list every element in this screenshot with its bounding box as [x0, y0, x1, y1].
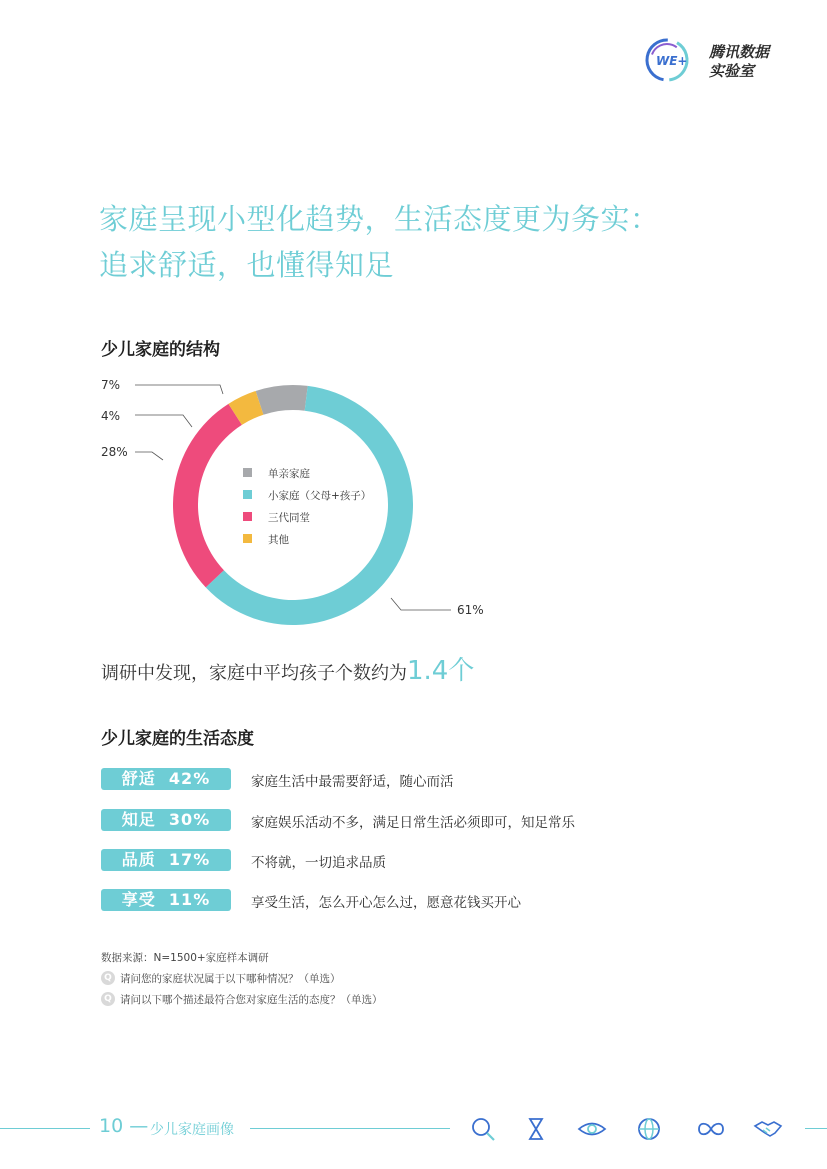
logo-mark: WE+	[656, 54, 688, 68]
legend-label-single: 单亲家庭	[268, 468, 310, 480]
legend-swatch-small	[243, 490, 252, 499]
brand-logo	[643, 34, 783, 90]
page-footer	[0, 1112, 827, 1144]
survey-question-text: 请问以下哪个描述最符合您对家庭生活的态度？（单选）	[120, 994, 383, 1006]
legend-label-small: 小家庭（父母+孩子）	[268, 490, 372, 502]
footer-line-mid	[250, 1128, 450, 1129]
handshake-icon	[753, 1116, 783, 1142]
pct-label-single: 7%	[101, 378, 121, 392]
callout-line-other	[135, 415, 192, 427]
pct-label-three: 28%	[101, 445, 128, 459]
section-title-attitude: 少儿家庭的生活态度	[101, 729, 254, 749]
callout-line-small	[391, 598, 451, 610]
attitude-label: 享受	[121, 890, 156, 909]
eye-icon	[577, 1116, 607, 1142]
slice-three-generations	[173, 404, 242, 588]
attitude-desc: 家庭生活中最需要舒适，随心而活	[251, 774, 454, 790]
infinity-icon	[696, 1116, 726, 1142]
legend-swatch-single	[243, 468, 252, 477]
attitude-row	[101, 809, 661, 831]
pct-label-other: 4%	[101, 409, 121, 423]
page-headline	[99, 196, 739, 288]
survey-question-text: 请问您的家庭状况属于以下哪种情况？（单选）	[120, 973, 341, 985]
attitude-percent: 30%	[168, 810, 211, 829]
family-structure-donut-chart	[95, 370, 515, 630]
attitude-desc: 不将就，一切追求品质	[251, 855, 386, 871]
hourglass-icon	[523, 1116, 549, 1142]
attitude-badge	[101, 809, 231, 831]
attitude-label: 知足	[121, 810, 156, 829]
page-section-name: 少儿家庭画像	[150, 1122, 234, 1138]
logo-ring-icon	[643, 34, 693, 84]
data-source: 数据来源：N=1500+家庭样本调研	[101, 952, 269, 964]
average-children-statement	[101, 650, 474, 687]
brand-name-line1: 腾讯数据	[709, 43, 770, 61]
question-icon: Q	[101, 971, 115, 985]
brand-name	[709, 43, 769, 81]
headline-line1: 家庭呈现小型化趋势，生活态度更为务实：	[99, 202, 660, 236]
globe-icon	[636, 1116, 662, 1142]
legend-label-other: 其他	[268, 534, 289, 546]
attitude-label: 品质	[121, 850, 156, 869]
question-icon: Q	[101, 992, 115, 1006]
callout-line-single	[135, 385, 223, 394]
search-icon	[470, 1116, 496, 1142]
attitude-label: 舒适	[121, 769, 156, 788]
attitude-row	[101, 849, 661, 871]
attitude-badge	[101, 889, 231, 911]
legend-swatch-other	[243, 534, 252, 543]
legend-label-three: 三代同堂	[268, 512, 310, 524]
attitude-percent: 11%	[168, 890, 211, 909]
brand-name-line2: 实验室	[709, 62, 755, 80]
slice-single-parent	[256, 385, 308, 415]
average-text: 调研中发现，家庭中平均孩子个数约为	[101, 663, 407, 684]
pct-label-small: 61%	[457, 603, 484, 617]
attitude-desc: 享受生活，怎么开心怎么过，愿意花钱买开心	[251, 895, 521, 911]
attitude-row	[101, 889, 661, 911]
callout-line-three	[135, 452, 163, 460]
legend-swatch-three	[243, 512, 252, 521]
attitude-percent: 17%	[168, 850, 211, 869]
donut-slices	[173, 385, 413, 625]
section-title-structure: 少儿家庭的结构	[101, 340, 220, 360]
attitude-badge	[101, 849, 231, 871]
footer-line-left	[0, 1128, 90, 1129]
footer-line-right	[805, 1128, 827, 1129]
attitude-row	[101, 768, 661, 790]
page-number: 10 —	[99, 1115, 149, 1137]
attitude-badge	[101, 768, 231, 790]
average-value: 1.4个	[407, 656, 475, 686]
headline-line2: 追求舒适，也懂得知足	[99, 248, 395, 282]
attitude-percent: 42%	[168, 769, 211, 788]
attitude-desc: 家庭娱乐活动不多，满足日常生活必须即可，知足常乐	[251, 815, 575, 831]
chart-legend	[243, 467, 371, 546]
